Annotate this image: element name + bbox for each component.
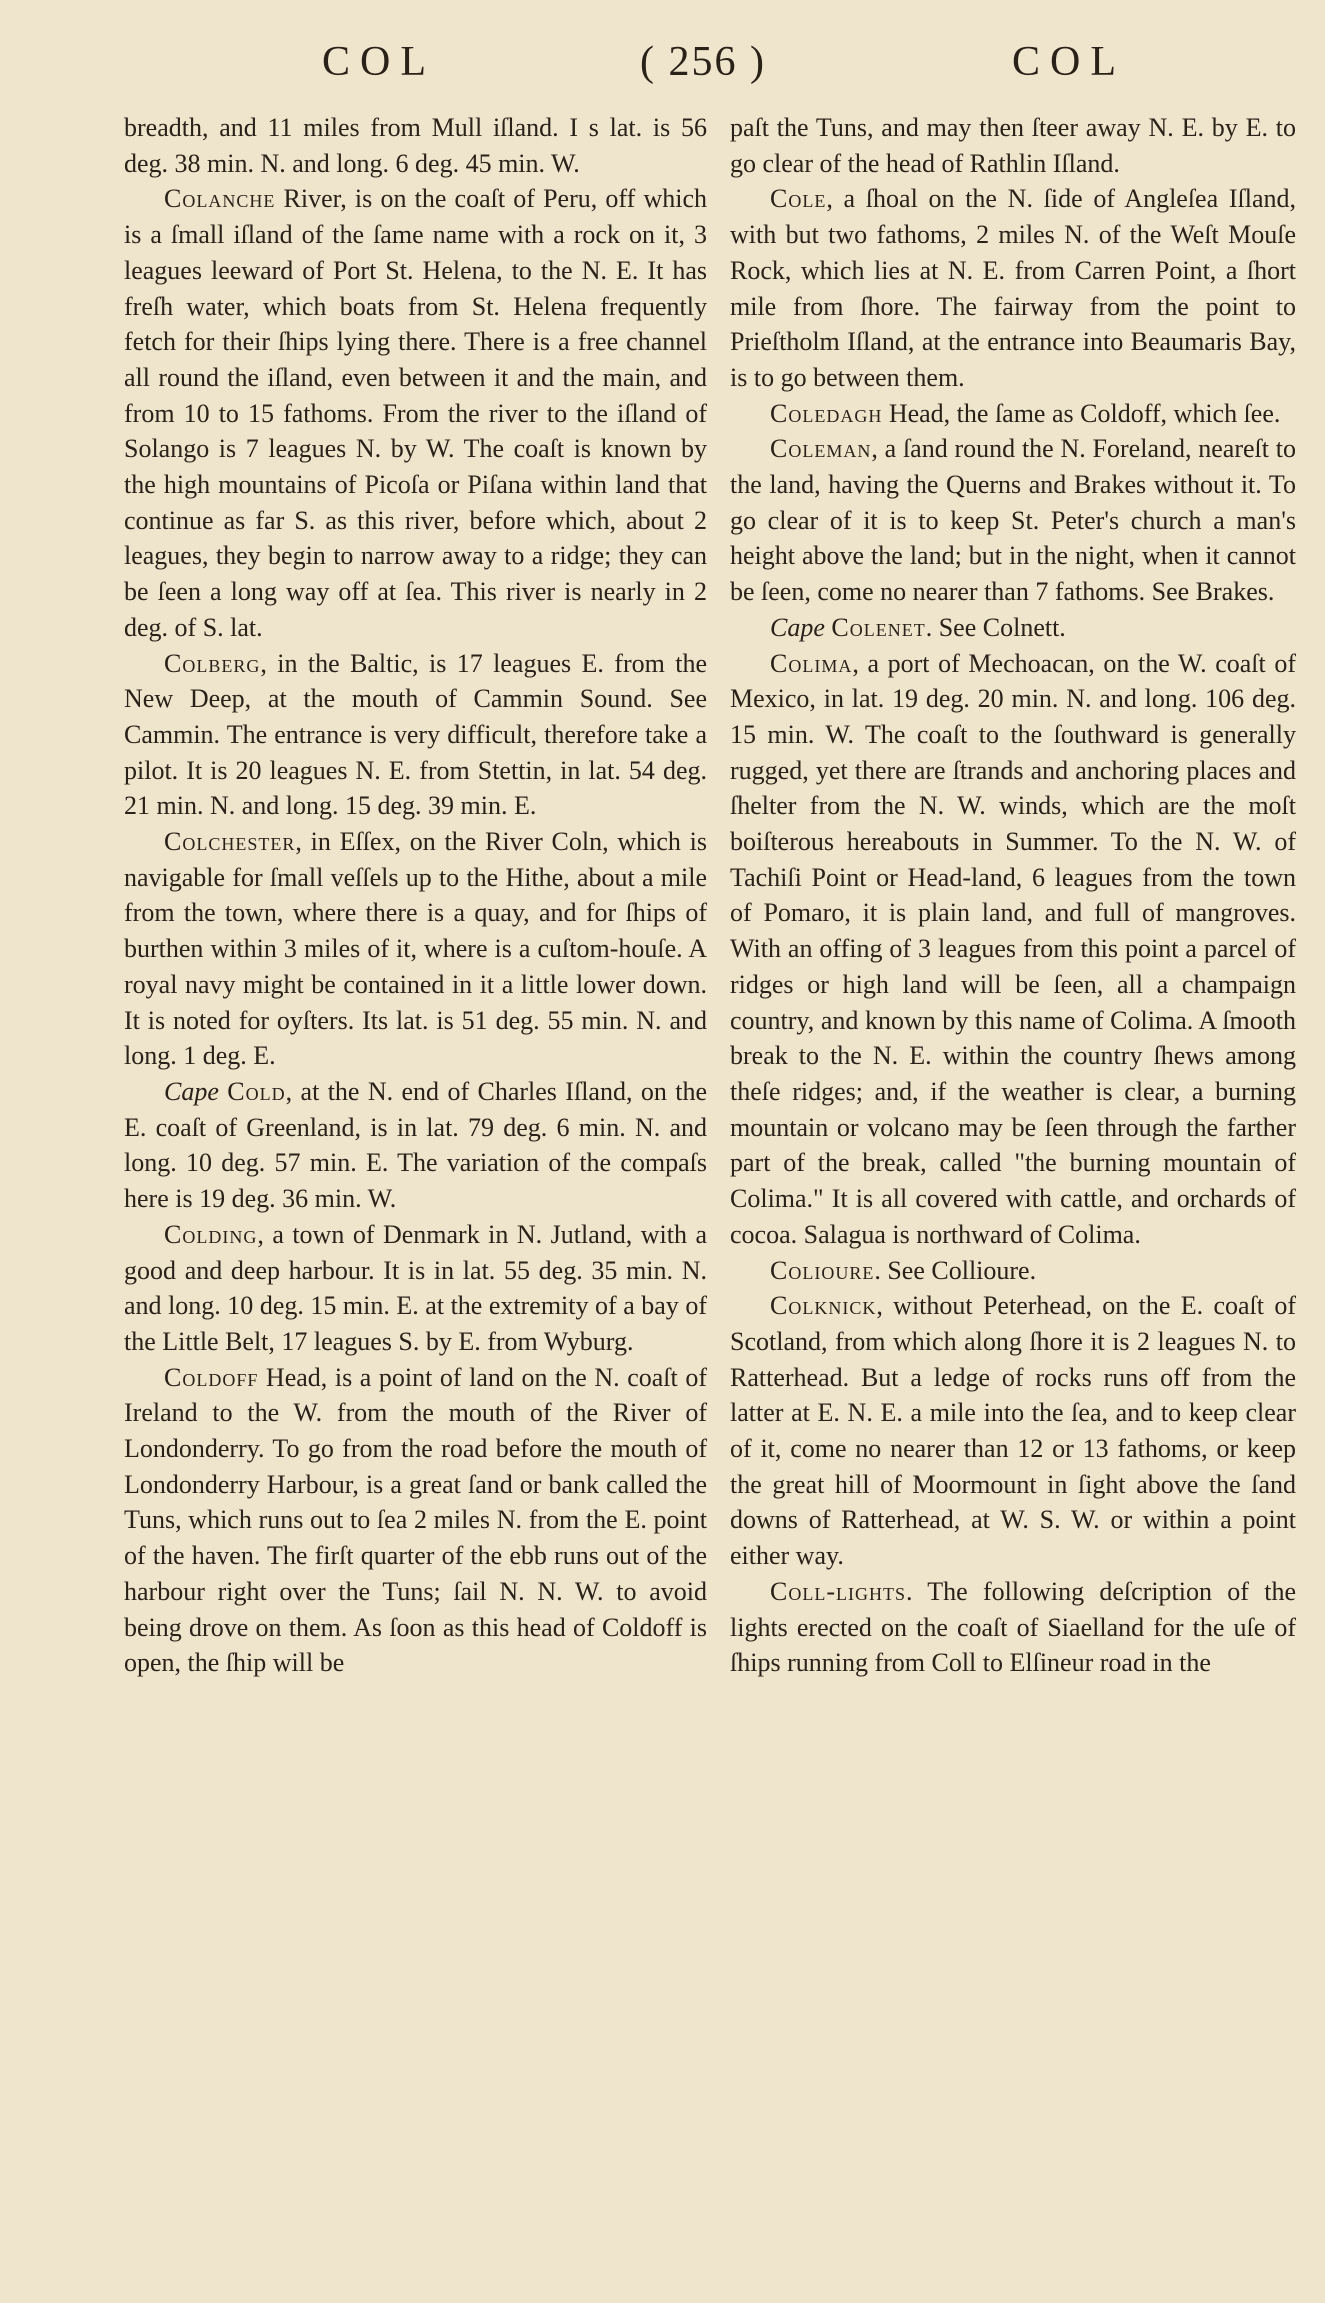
entry-headword: Colanche <box>164 184 276 214</box>
entry-text: , a port of Mechoacan, on the W. coaſt of Mexico, in lat. 19 deg. 20 min. N. and long. 106 deg. 15 min. W. The coaſt to the ſouthward is generally rugged, yet there are ſtrands and anchoring places and ſhelter from the N. W. winds, which are the moſt boiſterous hereabouts in Summer. To the N. W. of Tachiſi Point or Head-land, 6 leagues from the town of Pomaro, it is plain land, and full of mangroves. With an offing of 3 leagues from this point a parcel of ridges or high land will be ſeen, all a champaign country, and known by this name of Colima. A ſmooth break to the N. E. within the country ſhews among theſe ridges; and, if the weather is clear, a burning mountain or volcano may be ſeen through the farther part of the break, called "the burning mountain of Colima." It is all covered with cattle, and orchards of cocoa. Salagua is northward of Colima. <box>730 648 1296 1249</box>
entry <box>124 1074 707 1217</box>
entry-text: , a ſhoal on the N. ſide of Angleſea Iſland, with but two fathoms, 2 miles N. of the Weſt Mouſe Rock, which lies at N. E. from Carren Point, a ſhort mile from ſhore. The fairway from the point to Prieſtholm Iſland, at the entrance into Beaumaris Bay, is to go between them. <box>730 184 1296 392</box>
entry-text: breadth, and 11 miles from Mull iſland. I s lat. is 56 deg. 38 min. N. and long. 6 deg. 45 min. W. <box>124 113 707 178</box>
entry-text: . See Collioure. <box>874 1255 1037 1285</box>
entry <box>730 110 1296 181</box>
entry-headword: Coleman <box>770 434 872 464</box>
entry-headword: Colenet <box>831 612 926 642</box>
running-header <box>0 38 1325 98</box>
left-column <box>124 110 707 2290</box>
entry <box>124 824 707 1074</box>
entry-text: . See Colnett. <box>925 612 1066 642</box>
entry <box>730 181 1296 395</box>
entry-prefix: Cape <box>770 612 825 642</box>
entry-headword: Colchester <box>164 827 296 857</box>
entry-headword: Colding <box>164 1219 258 1249</box>
entry-text: . The following deſcription of the lights erected on the coaſt of Siaelland for the uſe of ſhips running from Coll to Elſineur road in the <box>730 1576 1296 1678</box>
entry-text: paſt the Tuns, and may then ſteer away N. E. by E. to go clear of the head of Rathlin Iſland. <box>730 113 1296 178</box>
entry-headword: Cold <box>227 1076 286 1106</box>
header-right: COL <box>1012 39 1126 85</box>
entry <box>730 396 1296 432</box>
entry <box>124 181 707 645</box>
entry-text: River, is on the coaſt of Peru, off which is a ſmall iſland of the ſame name with a rock on it, 3 leagues leeward of Port St. Helena, to the N. E. It has freſh water, which boats from St. Helena frequently fetch for their ſhips lying there. There is a free channel all round the iſland, even between it and the main, and from 10 to 15 fathoms. From the river to the iſland of Solango is 7 leagues N. by W. The coaſt is known by the high mountains of Picoſa or Piſana within land that continue as far S. as this river, before which, about 2 leagues, they begin to narrow away to a ridge; they can be ſeen a long way off at ſea. This river is nearly in 2 deg. of S. lat. <box>124 184 707 642</box>
entry-headword: Colknick <box>770 1291 877 1321</box>
entry-prefix: Cape <box>164 1076 219 1106</box>
header-left: COL <box>322 39 436 85</box>
entry <box>730 1288 1296 1574</box>
entry <box>730 431 1296 610</box>
page-number: ( 256 ) <box>640 39 766 85</box>
entry-text: , in the Baltic, is 17 leagues E. from the New Deep, at the mouth of Cammin Sound. See Cammin. The entrance is very difficult, therefore take a pilot. It is 20 leagues N. E. from Stettin, in lat. 54 deg. 21 min. N. and long. 15 deg. 39 min. E. <box>124 648 707 821</box>
entry-text: , without Peterhead, on the E. coaſt of Scotland, from which along ſhore it is 2 leagues N. to Ratterhead. But a ledge of rocks runs off from the latter at E. N. E. a mile into the ſea, and to keep clear of it, come no nearer than 12 or 13 fathoms, or keep the great hill of Moormount in ſight above the ſand downs of Ratterhead, at W. S. W. or within a point either way. <box>730 1291 1296 1571</box>
entry <box>730 1253 1296 1289</box>
entry-headword: Colioure <box>770 1255 875 1285</box>
right-column <box>730 110 1296 2290</box>
entry-headword: Coledagh <box>770 398 883 428</box>
entry-text: Head, the ſame as Coldoff, which ſee. <box>882 398 1281 428</box>
entry-headword: Coll-lights <box>770 1576 906 1606</box>
entry-headword: Cole <box>770 184 827 214</box>
entry-text: , a ſand round the N. Foreland, neareſt to the land, having the Querns and Brakes without it. To go clear of it is to keep St. Peter's church a man's height above the land; but in the night, when it cannot be ſeen, come no nearer than 7 fathoms. See Brakes. <box>730 434 1296 607</box>
entry <box>124 646 707 825</box>
entry-headword: Colima <box>770 648 853 678</box>
entry-text: Head, is a point of land on the N. coaſt of Ireland to the W. from the mouth of the River of Londonderry. To go from the road before the mouth of Londonderry Harbour, is a great ſand or bank called the Tuns, which runs out to ſea 2 miles N. from the E. point of the haven. The firſt quarter of the ebb runs out of the harbour right over the Tuns; ſail N. N. W. to avoid being drove on them. As ſoon as this head of Coldoff is open, the ſhip will be <box>124 1362 707 1678</box>
entry-text: , at the N. end of Charles Iſland, on the E. coaſt of Greenland, is in lat. 79 deg. 6 min. N. and long. 10 deg. 57 min. E. The variation of the compaſs here is 19 deg. 36 min. W. <box>124 1076 707 1214</box>
entry <box>730 646 1296 1253</box>
entry <box>730 610 1296 646</box>
entry <box>124 1360 707 1681</box>
entry-text: , in Eſſex, on the River Coln, which is navigable for ſmall veſſels up to the Hithe, about a mile from the town, where there is a quay, and for ſhips of burthen within 3 miles of it, where is a cuſtom-houſe. A royal navy might be contained in it a little lower down. It is noted for oyſters. Its lat. is 51 deg. 55 min. N. and long. 1 deg. E. <box>124 827 707 1071</box>
entry-headword: Coldoff <box>164 1362 259 1392</box>
entry-text: , a town of Denmark in N. Jutland, with a good and deep harbour. It is in lat. 55 deg. 35 min. N. and long. 10 deg. 15 min. E. at the extremity of a bay of the Little Belt, 17 leagues S. by E. from Wyburg. <box>124 1219 707 1356</box>
entry <box>730 1574 1296 1681</box>
entry <box>124 1217 707 1360</box>
entry <box>124 110 707 181</box>
entry-headword: Colberg <box>164 648 261 678</box>
